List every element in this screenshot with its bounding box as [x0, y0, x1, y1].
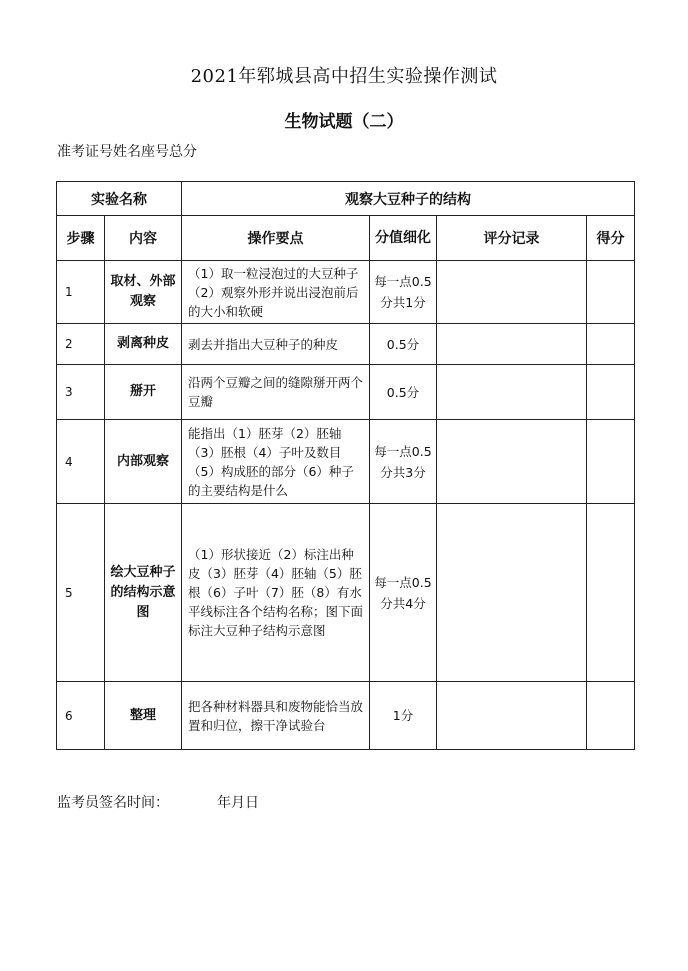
- content-cell: 整理: [105, 682, 182, 750]
- record-cell[interactable]: [437, 365, 587, 420]
- record-cell[interactable]: [437, 324, 587, 365]
- got-cell[interactable]: [587, 420, 635, 504]
- score-cell: 每一点0.5分共4分: [370, 504, 437, 682]
- content-cell: 剥离种皮: [105, 324, 182, 365]
- date-label: 年月日: [217, 795, 259, 811]
- ops-cell: 能指出（1）胚芽（2）胚轴（3）胚根（4）子叶及数目（5）构成胚的部分（6）种子的主要结构是什么: [182, 420, 370, 504]
- column-header-got: 得分: [587, 216, 635, 261]
- got-cell[interactable]: [587, 261, 635, 324]
- got-cell[interactable]: [587, 324, 635, 365]
- document-title: 2021年郓城县高中招生实验操作测试: [190, 66, 498, 87]
- ops-cell: （1）取一粒浸泡过的大豆种子（2）观察外形并说出浸泡前后的大小和软硬: [182, 261, 370, 324]
- score-cell: 0.5分: [370, 324, 437, 365]
- step-cell: 2: [57, 324, 105, 365]
- got-cell[interactable]: [587, 365, 635, 420]
- column-header-content: 内容: [105, 216, 182, 261]
- experiment-name-label: 实验名称: [57, 182, 182, 216]
- content-cell: 绘大豆种子的结构示意图: [105, 504, 182, 682]
- ops-cell: （1）形状接近（2）标注出种皮（3）胚芽（4）胚轴（5）胚根（6）子叶（7）胚（8）有水平线标注各个结构名称；图下面标注大豆种子结构示意图: [182, 504, 370, 682]
- got-cell[interactable]: [587, 682, 635, 750]
- score-cell: 1分: [370, 682, 437, 750]
- column-header-ops: 操作要点: [182, 216, 370, 261]
- score-cell: 每一点0.5分共3分: [370, 420, 437, 504]
- candidate-info-line: 准考证号姓名座号总分: [57, 144, 197, 160]
- table-row: [57, 682, 635, 750]
- step-cell: 6: [57, 682, 105, 750]
- content-cell: 取材、外部观察: [105, 261, 182, 324]
- record-cell[interactable]: [437, 504, 587, 682]
- ops-cell: 把各种材料器具和废物能恰当放置和归位，擦干净试验台: [182, 682, 370, 750]
- score-cell: 每一点0.5分共1分: [370, 261, 437, 324]
- experiment-name-value: 观察大豆种子的结构: [182, 182, 635, 216]
- document-subtitle: 生物试题（二）: [284, 112, 404, 132]
- step-cell: 1: [57, 261, 105, 324]
- column-header-score: 分值细化: [370, 216, 437, 261]
- table-row: [57, 261, 635, 324]
- experiment-name-row: [57, 182, 635, 216]
- step-cell: 5: [57, 504, 105, 682]
- ops-cell: 剥去并指出大豆种子的种皮: [182, 324, 370, 365]
- table-row: [57, 324, 635, 365]
- got-cell[interactable]: [587, 504, 635, 682]
- step-cell: 4: [57, 420, 105, 504]
- table-row: [57, 420, 635, 504]
- column-header-record: 评分记录: [437, 216, 587, 261]
- content-cell: 内部观察: [105, 420, 182, 504]
- column-header-row: [57, 216, 635, 261]
- signature-label: 监考员签名时间：: [57, 795, 169, 811]
- ops-cell: 沿两个豆瓣之间的缝隙掰开两个豆瓣: [182, 365, 370, 420]
- table-row: [57, 504, 635, 682]
- record-cell[interactable]: [437, 261, 587, 324]
- step-cell: 3: [57, 365, 105, 420]
- table-row: [57, 365, 635, 420]
- score-cell: 0.5分: [370, 365, 437, 420]
- record-cell[interactable]: [437, 682, 587, 750]
- record-cell[interactable]: [437, 420, 587, 504]
- signature-line: [57, 792, 259, 812]
- column-header-step: 步骤: [57, 216, 105, 261]
- content-cell: 掰开: [105, 365, 182, 420]
- scoring-table: [56, 181, 635, 750]
